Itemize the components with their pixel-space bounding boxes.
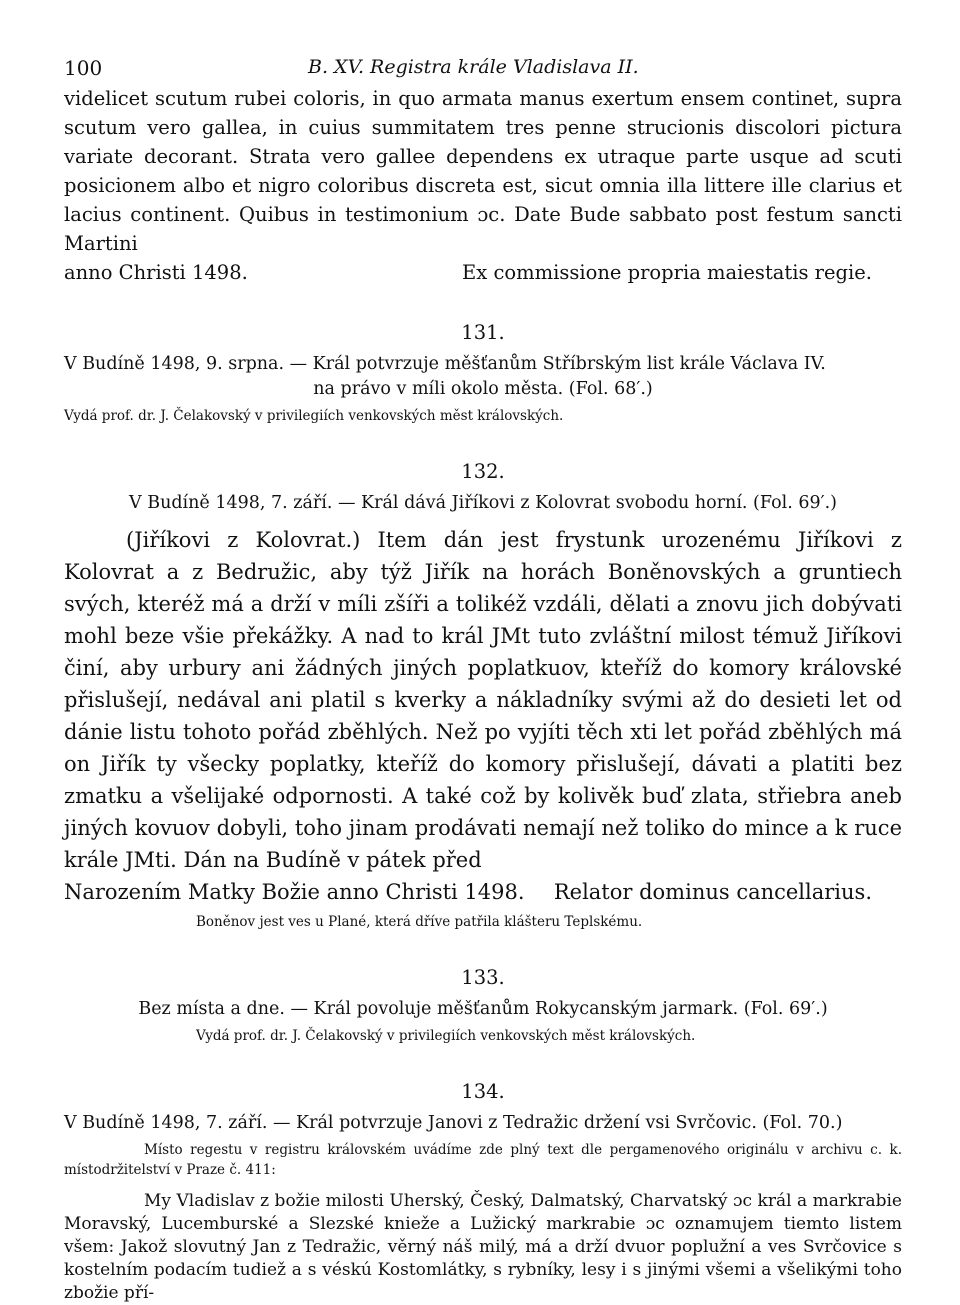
document-number: 134.	[461, 1080, 505, 1103]
document-page	[64, 50, 902, 1305]
editorial-note: Boněnov jest ves u Plané, která dříve patřila klášteru Teplskému.	[196, 914, 643, 930]
regest-line: Bez místa a dne. — Král povoluje měšťanům Rokycanským jarmark. (Fol. 69′.)	[138, 999, 828, 1019]
continuation-block	[64, 84, 902, 287]
regest-line: V Budíně 1498, 7. září. — Král potvrzuje Janovi z Tedražic držení vsi Svrčovic. (Fol. 70.)	[64, 1113, 843, 1133]
document-closing	[64, 876, 902, 908]
editorial-note: Vydá prof. dr. J. Čelakovský v privilegiích venkovských měst královských.	[196, 1028, 696, 1044]
continuation-closing-left: anno Christi 1498.	[64, 261, 248, 284]
document-131	[64, 321, 902, 426]
document-133	[64, 966, 902, 1046]
document-text: My Vladislav z božie milosti Uherský, Český, Dalmatský, Charvatský ɔc král a markrabie Moravský, Lucemburské a Slezské knieže a Lužický markrabie ɔc oznamujem tiemto listem všem: Jakož slovutný Jan z Tedražic, věrný náš milý, má a drží dvuor poplužní a ves Svrčovice s kostelním podacím tudiež a s véskú Kostomlátky, s rybníky, lesy i s jinými všemi a všelikými toho zbožie pří-	[64, 1191, 902, 1303]
document-text: (Jiříkovi z Kolovrat.) Item dán jest frystunk urozenému Jiříkovi z Kolovrat a z Bedružic, aby týž Jiřík na horách Boněnovských a gruntiech svých, kteréž má a drží v míli zšíři a tolikéž vzdáli, dělati a znovu jich dobývati mohl beze všie překážky. A nad to král JMt tuto zvláštní milost témuž Jiříkovi činí, aby urbury ani žádných jiných poplatkuov, kteříž do komory královské přislušejí, nedával ani platil s kverky a nákladníky svými až do desieti let od dánie listu tohoto pořád zběhlých. Než po vyjíti těch xti let pořád zběhlých má on Jiřík ty všecky poplatky, kteříž do komory přislušejí, dávati a platiti bez zmatku a všelijaké odpornosti. A také což by kolivěk buď zlata, střiebra aneb jiných kovuov dobyli, toho jinam prodávati nemají než toliko do mince a k ruce krále JMti. Dán na Budíně v pátek před	[64, 528, 902, 872]
document-number: 131.	[461, 321, 505, 344]
regest-line: na právo v míli okolo města. (Fol. 68′.)	[313, 379, 653, 399]
continuation-closing-right: Ex commissione propria maiestatis regie.	[462, 261, 872, 284]
editorial-note: Vydá prof. dr. J. Čelakovský v privilegiích venkovských měst královských.	[64, 408, 564, 424]
continuation-closing	[64, 258, 902, 287]
page-number: 100	[64, 56, 103, 80]
running-title: B. XV. Registra krále Vladislava II.	[308, 56, 639, 78]
document-number: 132.	[461, 460, 505, 483]
document-134	[64, 1080, 902, 1305]
continuation-text: videlicet scutum rubei coloris, in quo armata manus exertum ensem continet, supra scutum vero gallea, in cuius summitatem tres penne strucionis discolori pictura variate decorant. Strata vero gallee dependens ex utraque parte usque ad scuti posicionem albo et nigro coloribus discreta est, sicut omnia illa littere ille clarius et lacius continent. Quibus in testimonium ɔc. Date Bude sabbato post festum sancti Martini	[64, 87, 902, 255]
regest-line: V Budíně 1498, 9. srpna. — Král potvrzuje měšťanům Stříbrským list krále Václava IV.	[64, 354, 826, 374]
document-closing-left: Narozením Matky Božie anno Christi 1498.	[64, 880, 525, 904]
regest-line: V Budíně 1498, 7. září. — Král dává Jiříkovi z Kolovrat svobodu horní. (Fol. 69′.)	[129, 493, 837, 513]
document-number: 133.	[461, 966, 505, 989]
document-closing-right: Relator dominus cancellarius.	[553, 880, 872, 904]
document-132	[64, 460, 902, 932]
page-header	[64, 50, 902, 84]
editorial-note: Místo regestu v registru královském uvádíme zde plný text dle pergamenového originálu v archivu c. k. místodržitelství v Praze č. 411:	[64, 1142, 902, 1178]
